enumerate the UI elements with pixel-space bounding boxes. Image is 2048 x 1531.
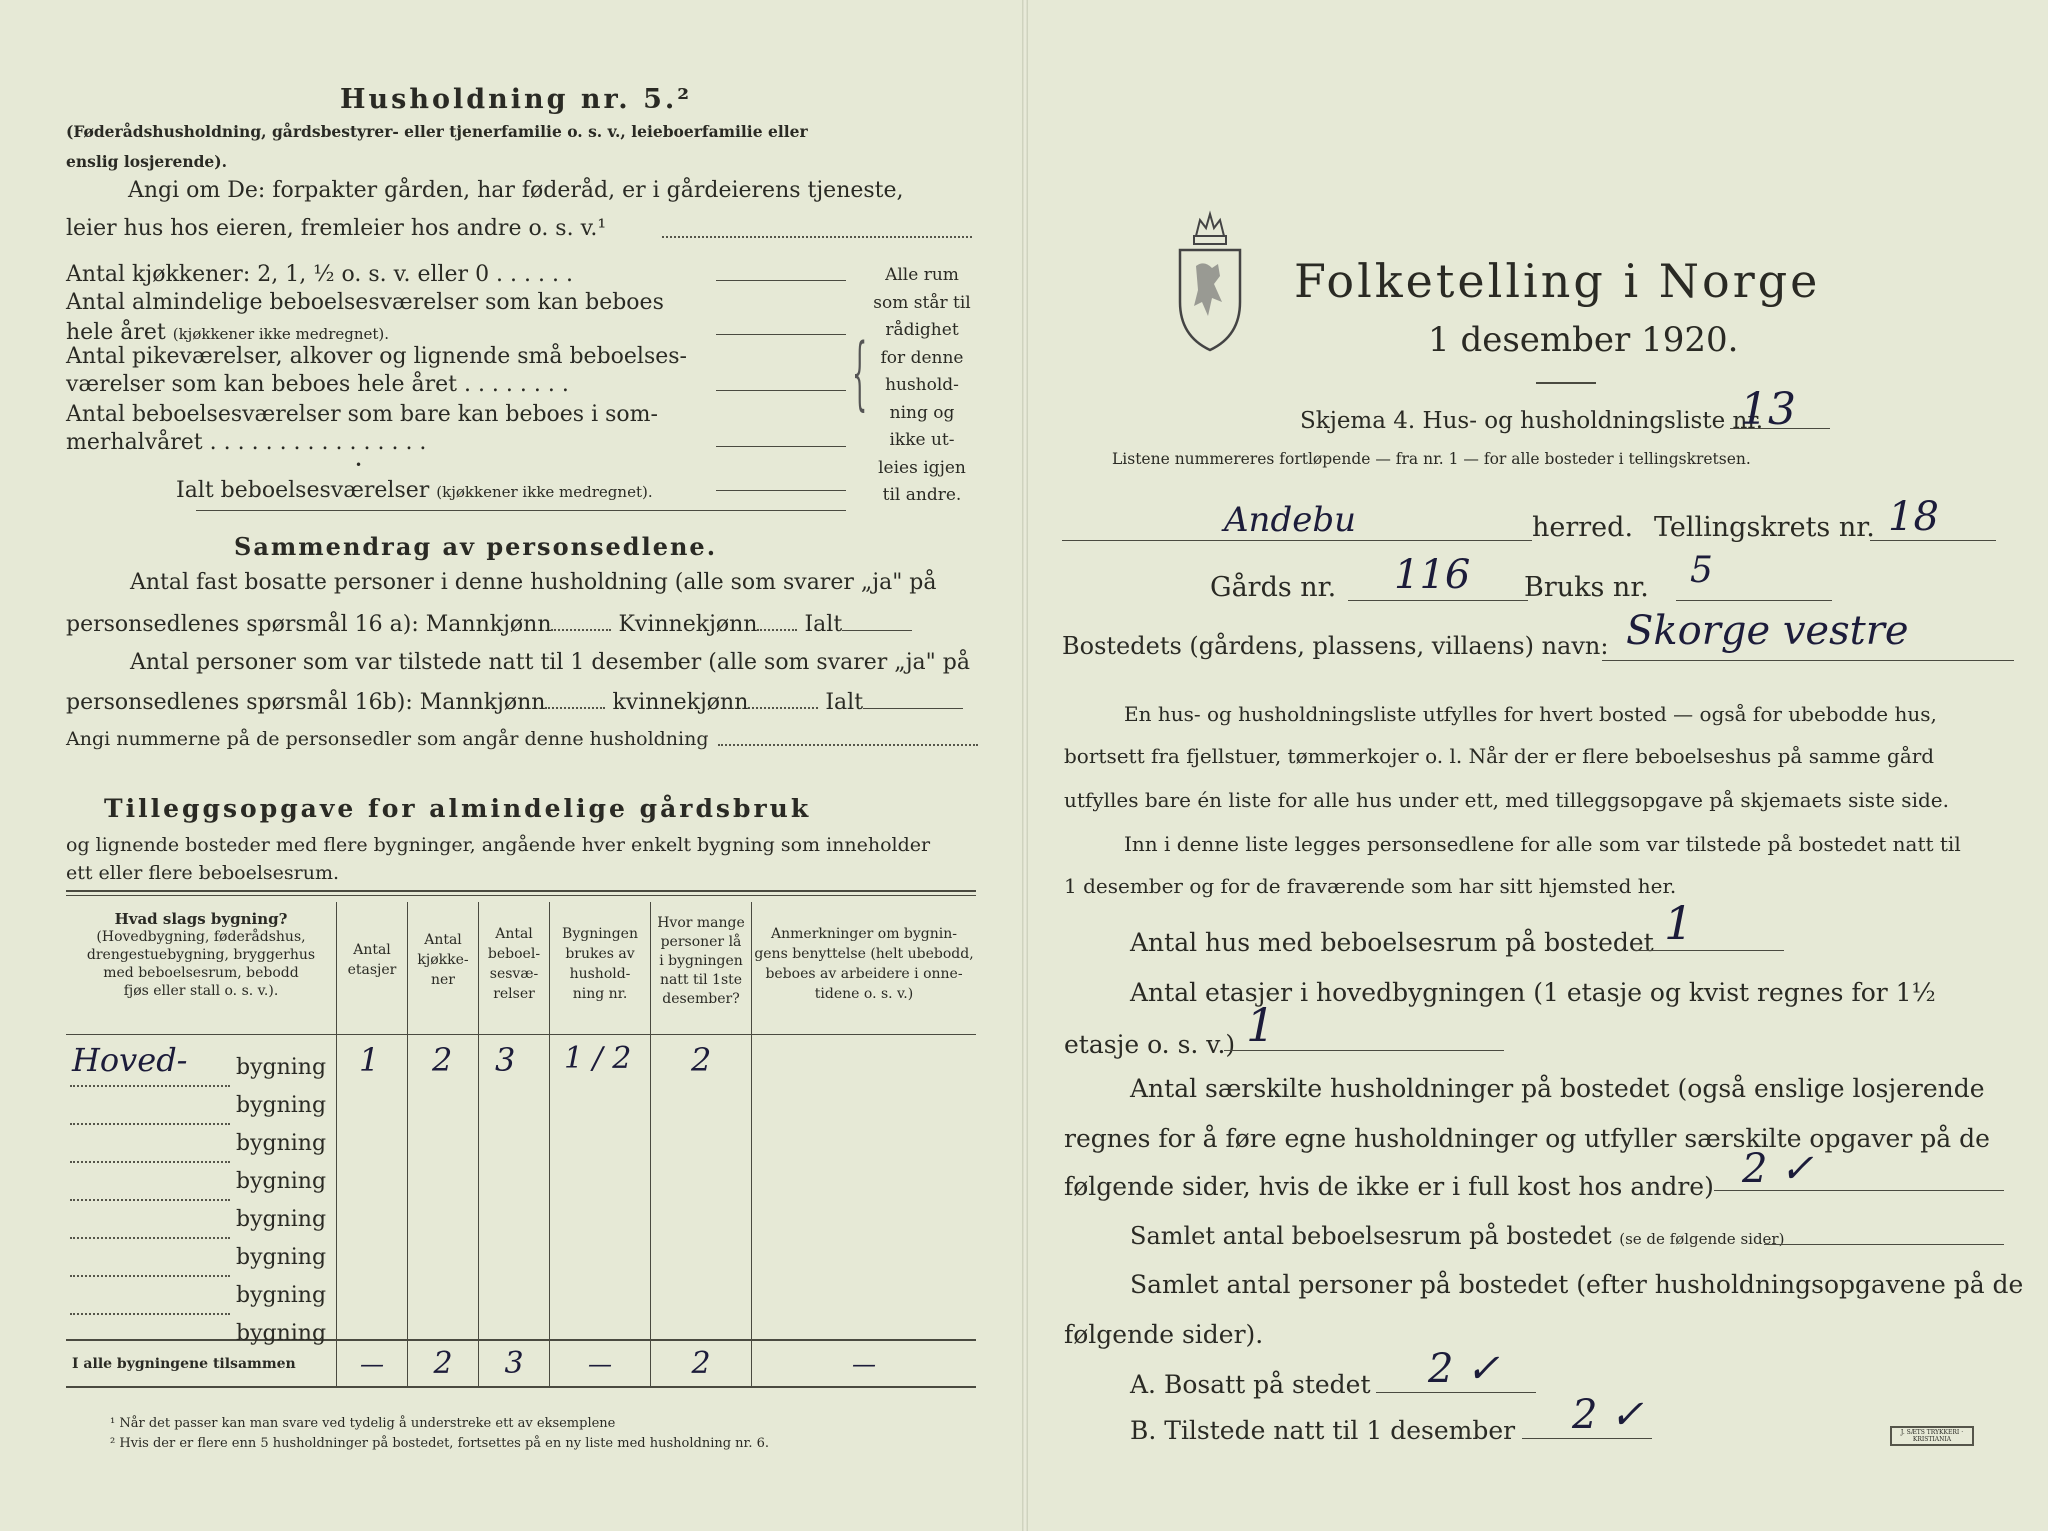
question-households-1: Antal særskilte husholdninger på bostedet (også enslige losjerende — [1130, 1074, 1985, 1103]
table-top-rule-2 — [66, 895, 976, 896]
totals-household-no: — — [550, 1340, 651, 1387]
present-line — [1522, 1438, 1652, 1439]
row-1-floors: 1 — [359, 1040, 380, 1079]
household-subtitle: (Føderådshusholdning, gårdsbestyrer- eller tjenerfamilie o. s. v., leieboerfamilie eller — [66, 122, 808, 141]
household-title: Husholdning nr. 5.² — [340, 84, 693, 115]
totals-floors: — — [337, 1340, 408, 1387]
summary-line-2: personsedlenes spørsmål 16 a): Mannkjønn Kvinnekjønn Ialt — [66, 612, 912, 637]
kitchens-answer-line — [716, 280, 846, 281]
rows-persons-column — [651, 1034, 752, 1340]
krets-line — [1870, 540, 1996, 541]
supplement-line-2: ett eller flere beboelsesrum. — [66, 862, 340, 884]
header-household-no: Bygningen brukes av hushold- ning nr. — [550, 902, 651, 1034]
rows-kitchens-column — [408, 1034, 479, 1340]
question-floors-2: etasje o. s. v.) — [1064, 1030, 1236, 1059]
krets-value: 18 — [1888, 494, 1939, 540]
row-1-household-no: 1 / 2 — [564, 1040, 632, 1076]
bosted-value: Skorge vestre — [1626, 608, 1909, 654]
schema-no-line — [1730, 428, 1830, 429]
instruction-4: Inn i denne liste legges personsedlene for alle som var tilstede på bostedet natt til — [1124, 832, 1961, 856]
printer-stamp: J. SÆTS TRYKKERI · KRISTIANIA — [1890, 1426, 1974, 1446]
resident-line — [1376, 1392, 1536, 1393]
summer-rooms-answer-line — [716, 446, 846, 447]
row-4-line — [70, 1161, 230, 1163]
side-note: Alle rum som står til rådighet for denne hushold- ning og ikke ut- leies igjen til andre. — [873, 265, 971, 505]
header-floors: Antal etasjer — [337, 902, 408, 1034]
header-remarks: Anmerkninger om bygnin- gens benyttelse (helt ubebodd, beboes av arbeidere i onne- tidene o. s. v.) — [752, 902, 977, 1034]
bruks-label: Bruks nr. — [1524, 572, 1649, 603]
summary-line-1: Antal fast bosatte personer i denne husholdning (alle som svarer „ja" på — [130, 570, 937, 595]
totals-remarks: — — [752, 1340, 977, 1387]
row-7-suffix: bygning — [236, 1282, 327, 1308]
title-rule — [1536, 382, 1596, 384]
resident-value: 2 ✓ — [1428, 1346, 1500, 1392]
ask-line-2: leier hus hos eieren, fremleier hos andre o. s. v.¹ — [66, 216, 607, 241]
summary-line-4: personsedlenes spørsmål 16b): Mannkjønn kvinnekjønn Ialt — [66, 690, 963, 715]
instruction-5: 1 desember og for de fraværende som har sitt hjemsted her. — [1064, 874, 1677, 898]
question-houses: Antal hus med beboelsesrum på bostedet — [1130, 928, 1654, 957]
question-rooms: Samlet antal beboelsesrum på bostedet (se de følgende sider) — [1130, 1222, 1785, 1250]
maid-rooms-answer-line — [716, 390, 846, 391]
household-subtitle-2: enslig losjerende). — [66, 152, 228, 171]
bosted-label: Bostedets (gårdens, plassens, villaens) navn: — [1062, 632, 1609, 660]
summary-line-3: Antal personer som var tilstede natt til 1 desember (alle som svarer „ja" på — [130, 650, 970, 675]
krets-label: Tellingskrets nr. — [1654, 512, 1875, 543]
header-kind: Hvad slags bygning? (Hovedbygning, føderådshus, drengestuebygning, bryggerhus med beboelsesrum, bebodd fjøs eller stall o. s. v.). — [86, 910, 316, 999]
rooms-line — [1764, 1244, 2004, 1245]
summary-title: Sammendrag av personsedlene. — [234, 532, 718, 561]
answer-households: 2 ✓ — [1742, 1146, 1814, 1192]
gards-label: Gårds nr. — [1210, 572, 1337, 603]
row-1-rooms: 3 — [495, 1040, 516, 1079]
census-title: Folketelling i Norge — [1294, 254, 1821, 308]
row-8-suffix: bygning — [236, 1320, 327, 1346]
total-rooms-answer-line — [716, 490, 846, 491]
row-8-line — [70, 1313, 230, 1315]
question-households-3: følgende sider, hvis de ikke er i full kost hos andre) — [1064, 1172, 1714, 1201]
question-persons-1: Samlet antal personer på bostedet (efter husholdningsopgavene på de — [1130, 1270, 2024, 1299]
rows-floors-column — [337, 1034, 408, 1340]
header-rooms: Antal beboel- sesvæ- relser — [479, 902, 550, 1034]
maid-rooms-question-1: Antal pikeværelser, alkover og lignende små beboelses- — [66, 344, 687, 369]
totals-persons: 2 — [651, 1340, 752, 1387]
present-value: 2 ✓ — [1572, 1392, 1644, 1438]
answer-houses: 1 — [1664, 896, 1694, 950]
gards-value: 116 — [1394, 552, 1471, 598]
question-floors-1: Antal etasjer i hovedbygningen (1 etasje og kvist regnes for 1½ — [1130, 978, 1936, 1007]
header-persons: Hvor mange personer lå i bygningen natt til 1ste desember? — [651, 902, 752, 1034]
herred-label: herred. — [1532, 512, 1634, 543]
totals-label: I alle bygningene tilsammen — [72, 1355, 296, 1372]
schema-label: Skjema 4. Hus- og husholdningsliste nr. — [1300, 408, 1764, 434]
row-1-kitchens: 2 — [432, 1040, 453, 1079]
herred-line — [1062, 540, 1532, 541]
present-label: B. Tilstede natt til 1 desember — [1130, 1416, 1516, 1445]
houses-line — [1634, 950, 1784, 951]
rows-household-column — [550, 1034, 651, 1340]
question-persons-2: følgende sider). — [1064, 1320, 1264, 1349]
census-date: 1 desember 1920. — [1428, 320, 1739, 360]
row-7-line — [70, 1275, 230, 1277]
answer-floors: 1 — [1246, 998, 1276, 1052]
row-2-suffix: bygning — [236, 1092, 327, 1118]
footnote-1: ¹ Når det passer kan man svare ved tydelig å understreke ett av eksemplene — [110, 1416, 616, 1431]
rooms-answer-line — [716, 334, 846, 335]
rooms-question-1: Antal almindelige beboelsesværelser som kan beboes — [66, 290, 664, 315]
summer-rooms-question-1: Antal beboelsesværelser som bare kan beboes i som- — [66, 402, 658, 427]
instruction-3: utfylles bare én liste for alle hus under ett, med tilleggsopgave på skjemaets siste side. — [1064, 788, 1949, 812]
ask-line-1: Angi om De: forpakter gården, har føderåd, er i gårdeierens tjeneste, — [128, 178, 904, 203]
dot-mark: • — [355, 458, 363, 472]
rooms-question-2: hele året (kjøkkener ikke medregnet). — [66, 320, 390, 345]
bruks-line — [1676, 600, 1832, 601]
schema-no: 13 — [1740, 384, 1796, 435]
question-households-2: regnes for å føre egne husholdninger og utfyller særskilte opgaver på de — [1064, 1124, 1990, 1153]
instruction-2: bortsett fra fjellstuer, tømmerkojer o. l. Når der er flere beboelseshus på samme gård — [1064, 744, 1935, 768]
row-2-line — [70, 1085, 230, 1087]
ask-answer-line — [662, 236, 972, 238]
total-rooms-question: Ialt beboelsesværelser (kjøkkener ikke medregnet). — [176, 478, 653, 503]
row-1-persons: 2 — [691, 1040, 712, 1079]
instruction-1: En hus- og husholdningsliste utfylles for hvert bosted — også for ubebodde hus, — [1124, 702, 1937, 726]
rows-kind-column — [66, 1034, 337, 1346]
totals-kitchens: 2 — [408, 1340, 479, 1387]
row-3-suffix: bygning — [236, 1130, 327, 1156]
summer-rooms-question-2: merhalvåret . . . . . . . . . . . . . . . . — [66, 430, 427, 455]
numbering-note: Listene nummereres fortløpende — fra nr. 1 — for alle bosteder i tellingskretsen. — [1112, 450, 1751, 468]
floors-line — [1224, 1050, 1504, 1051]
maid-rooms-question-2: værelser som kan beboes hele året . . . . . . . . — [66, 372, 569, 397]
brace-icon: { — [852, 326, 868, 419]
rows-remarks-column — [752, 1034, 977, 1340]
row-5-suffix: bygning — [236, 1206, 327, 1232]
header-kitchens: Antal kjøkke- ner — [408, 902, 479, 1034]
row-3-line — [70, 1123, 230, 1125]
coat-of-arms-icon — [1174, 206, 1246, 354]
resident-label: A. Bosatt på stedet — [1130, 1370, 1371, 1399]
row-1-prefix: Hoved- — [72, 1040, 188, 1079]
households-line — [1714, 1190, 2004, 1191]
supplement-line-1: og lignende bosteder med flere bygninger, angående hver enkelt bygning som inneholder — [66, 834, 931, 856]
herred-value: Andebu — [1224, 500, 1356, 540]
bosted-line — [1602, 660, 2014, 661]
building-table — [66, 902, 976, 1388]
gards-line — [1348, 600, 1528, 601]
table-top-rule — [66, 890, 976, 892]
row-1-suffix: bygning — [236, 1054, 327, 1080]
row-6-suffix: bygning — [236, 1244, 327, 1270]
rows-rooms-column — [479, 1034, 550, 1340]
right-page — [1024, 0, 2048, 1531]
section-divider — [196, 510, 846, 511]
kitchens-question: Antal kjøkkener: 2, 1, ½ o. s. v. eller 0 . . . . . . — [66, 262, 573, 287]
supplement-title: Tilleggsopgave for almindelige gårdsbruk — [104, 794, 812, 823]
footnote-2: ² Hvis der er flere enn 5 husholdninger på bostedet, fortsettes på en ny liste med husholdning nr. 6. — [110, 1436, 770, 1451]
row-5-line — [70, 1199, 230, 1201]
bruks-value: 5 — [1690, 550, 1713, 591]
summary-answer-line — [718, 744, 978, 746]
row-4-suffix: bygning — [236, 1168, 327, 1194]
row-6-line — [70, 1237, 230, 1239]
totals-rooms: 3 — [479, 1340, 550, 1387]
summary-line-5: Angi nummerne på de personsedler som angår denne husholdning — [66, 728, 709, 750]
